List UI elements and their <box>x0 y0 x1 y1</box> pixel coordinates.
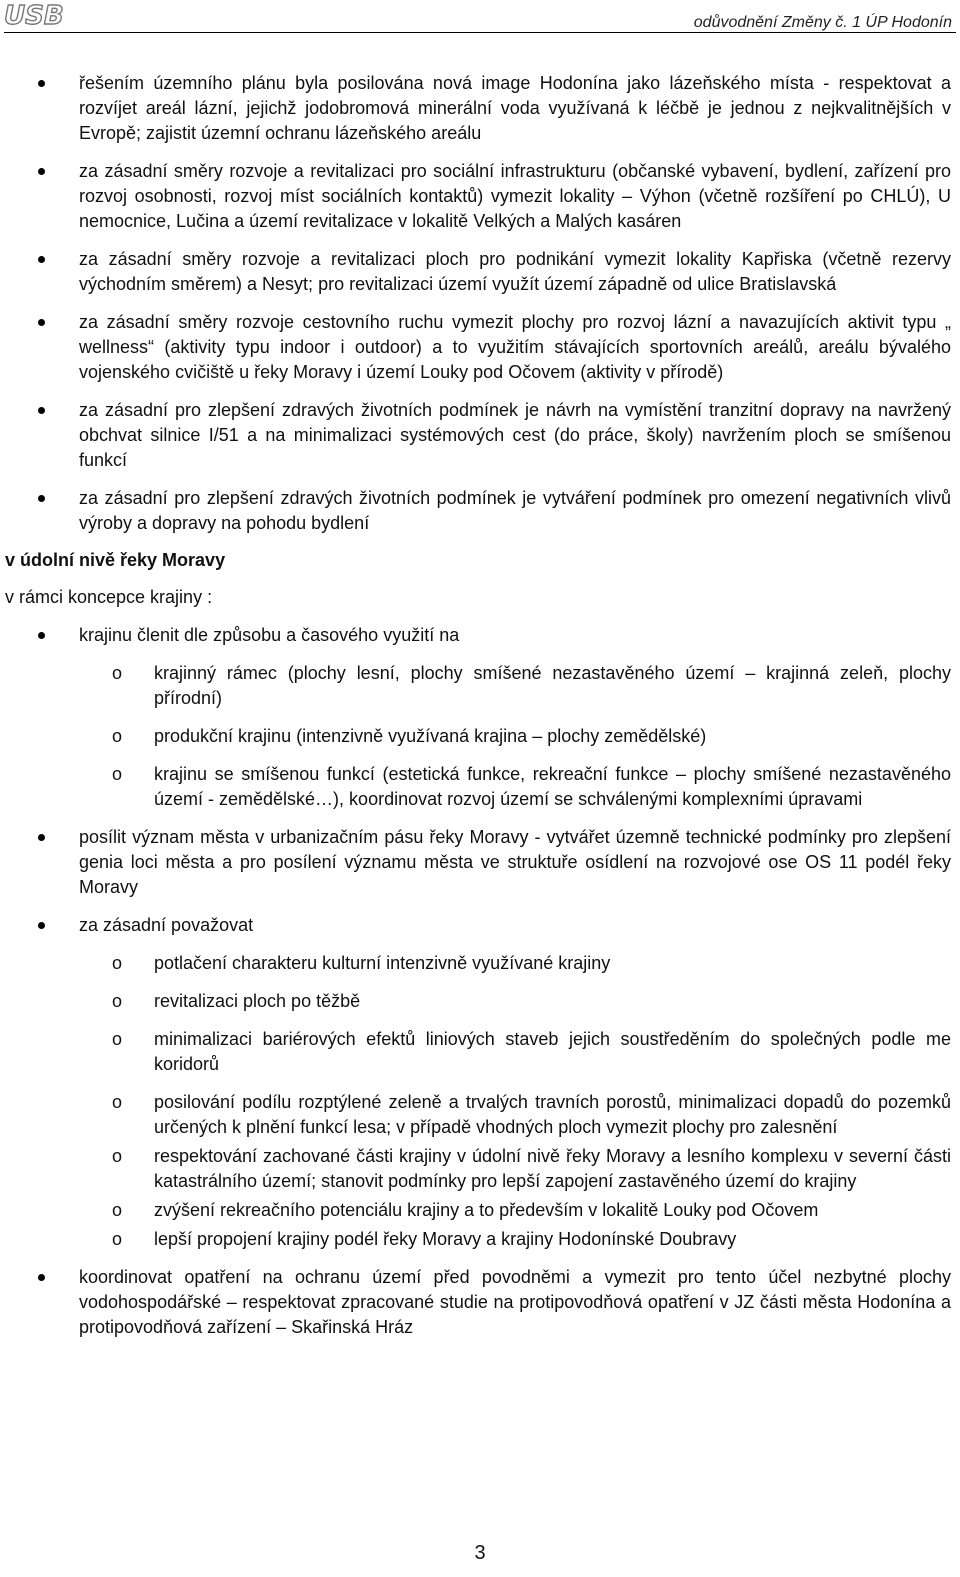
page-number: 3 <box>474 1542 486 1564</box>
bullet-icon <box>38 256 45 263</box>
sub-list-item: o produkční krajinu (intenzivně využívaná krajina – plochy zemědělské) <box>0 724 960 749</box>
bullet-list-b <box>0 623 960 648</box>
sub-list-item: o krajinu se smíšenou funkcí (estetická funkce, rekreační funkce – plochy smíšené nezastavěného území - zemědělské…), koordinovat rozvoj území se schválenými komplexními úpravami <box>112 764 951 809</box>
sub-list-item: o minimalizaci bariérových efektů liniových staveb jejich soustředěním do společných podle me koridorů <box>112 1029 951 1074</box>
circle-bullet-icon: o <box>112 1029 123 1049</box>
circle-bullet-icon: o <box>112 764 123 784</box>
main-content <box>0 71 960 1340</box>
sub-list-item: o posilování podílu rozptýlené zeleně a trvalých travních porostů, minimalizaci dopadů do pozemků určených k plnění funkcí lesa; v případě vhodných ploch vymezit plochy pro zalesnění <box>112 1092 951 1137</box>
circle-bullet-icon: o <box>112 991 123 1011</box>
bullet-icon <box>38 168 45 175</box>
circle-bullet-icon: o <box>112 663 123 683</box>
section-heading: v údolní nivě řeky Moravy <box>5 550 226 570</box>
bullet-list-a <box>0 71 960 536</box>
sub-list-item: o lepší propojení krajiny podél řeky Moravy a krajiny Hodonínské Doubravy <box>0 1227 960 1252</box>
usb-logo <box>2 0 74 28</box>
bullet-icon <box>38 1274 45 1281</box>
bullet-icon <box>38 495 45 502</box>
list-item: za zásadní pro zlepšení zdravých životních podmínek je návrh na vymístění tranzitní dopravy na navržený obchvat silnice I/51 a na minimalizaci systémových cest (do práce, školy) navržením ploch se smíšenou funkcí <box>0 398 960 473</box>
sub-list-item: o zvýšení rekreačního potenciálu krajiny a to především v lokalitě Louky pod Očovem <box>0 1198 960 1223</box>
list-item: krajinu členit dle způsobu a časového využití na <box>0 623 960 648</box>
page-header <box>0 0 960 36</box>
list-item: za zásadní směry rozvoje a revitalizaci pro sociální infrastrukturu (občanské vybavení, bydlení, zařízení pro rozvoj osobnosti, rozvoj míst sociálních kontaktů) vymezit lokality – Výhon (včetně rozšíření po CHLÚ), U nemocnice, Lučina a území revitalizace v lokalitě Velkých a Malých kasáren <box>0 159 960 234</box>
list-item: za zásadní směry rozvoje a revitalizaci ploch pro podnikání vymezit lokality Kapřiska (včetně rezervy východním směrem) a Nesyt; pro revitalizaci území využít území západně od ulice Bratislavská <box>0 247 960 297</box>
circle-bullet-icon: o <box>112 1200 123 1220</box>
list-item: posílit význam města v urbanizačním pásu řeky Moravy - vytvářet územně technické podmínky pro zlepšení genia loci města a pro posílení významu města ve struktuře osídlení na rozvojové ose OS 11 podél řeky Moravy <box>0 825 960 900</box>
list-item: koordinovat opatření na ochranu území před povodněmi a vymezit pro tento účel nezbytné plochy vodohospodářské – respektovat zpracované studie na protipovodňová opatření v JZ části města Hodonína a protipovodňová zařízení – Skařinská Hráz <box>0 1265 960 1340</box>
list-item: řešením územního plánu byla posilována nová image Hodonína jako lázeňského místa - respektovat a rozvíjet areál lázní, jejichž jodobromová minerální voda využívaná k léčbě je jednou z nejkvalitnějších v Evropě; zajistit územní ochranu lázeňského areálu <box>0 71 960 146</box>
circle-bullet-icon: o <box>112 1092 123 1112</box>
list-item: za zásadní považovat <box>0 913 960 938</box>
bullet-icon <box>38 80 45 87</box>
sub-list-item: o revitalizaci ploch po těžbě <box>0 989 960 1014</box>
svg-text:USB: USB <box>4 1 64 28</box>
sub-list-item: o krajinný rámec (plochy lesní, plochy smíšené nezastavěného území – krajinná zeleň, plochy přírodní) <box>112 663 951 708</box>
bullet-icon <box>38 834 45 841</box>
sub-list-b <box>0 661 960 812</box>
circle-bullet-icon: o <box>112 953 123 973</box>
bullet-list-e <box>0 1265 960 1340</box>
circle-bullet-icon: o <box>112 726 123 746</box>
circle-bullet-icon: o <box>112 1146 123 1166</box>
list-item: za zásadní pro zlepšení zdravých životních podmínek je vytváření podmínek pro omezení negativních vlivů výroby a dopravy na pohodu bydlení <box>0 486 960 536</box>
bullet-icon <box>38 407 45 414</box>
sub-list-d <box>0 951 960 1252</box>
document-title: odůvodnění Změny č. 1 ÚP Hodonín <box>693 14 952 31</box>
circle-bullet-icon: o <box>112 1229 123 1249</box>
bullet-icon <box>38 319 45 326</box>
list-item: za zásadní směry rozvoje cestovního ruchu vymezit plochy pro rozvoj lázní a navazujících aktivit typu „ wellness“ (aktivity typu indoor i outdoor) a to využitím stávajících sportovních areálů, areálu bývalého vojenského cvičiště u řeky Moravy i území Louky pod Očovem (aktivity v přírodě) <box>0 310 960 385</box>
sub-list-item: o respektování zachované části krajiny v údolní nivě řeky Moravy a lesního komplexu v severní části katastrálního území; stanovit podmínky pro lepší zapojení zastavěného území do krajiny <box>112 1146 951 1191</box>
bullet-icon <box>38 922 45 929</box>
header-divider <box>4 32 956 33</box>
sub-list-item: o potlačení charakteru kulturní intenzivně využívané krajiny <box>0 951 960 976</box>
bullet-list-c <box>0 825 960 938</box>
section-intro: v rámci koncepce krajiny : <box>5 587 213 607</box>
bullet-icon <box>38 632 45 639</box>
